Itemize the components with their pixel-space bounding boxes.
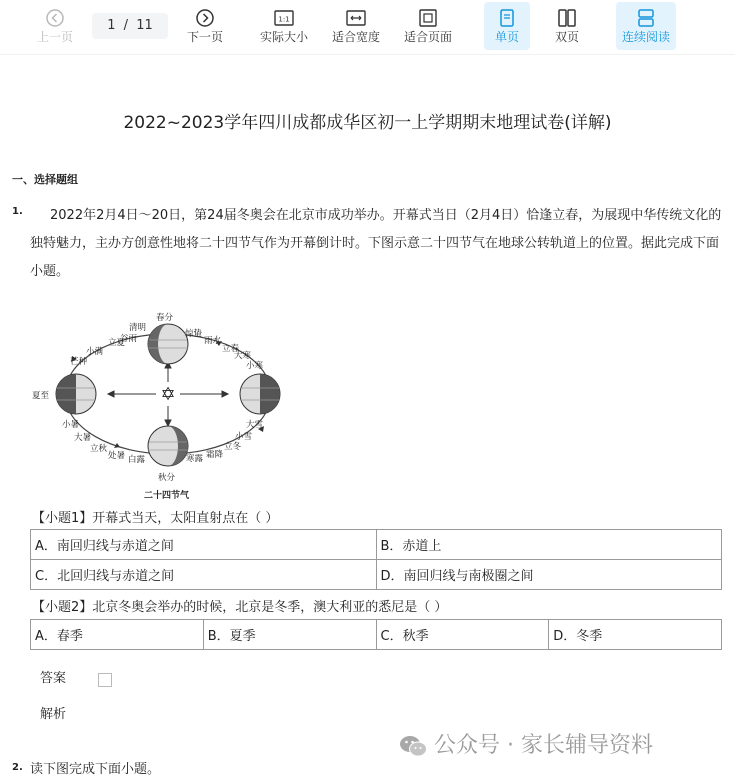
- single-page-label: 单页: [494, 30, 519, 44]
- option-b[interactable]: B．夏季: [203, 620, 376, 650]
- svg-text:谷雨: 谷雨: [120, 334, 138, 344]
- analysis-label: 解析: [40, 707, 67, 722]
- solar-terms-figure: [28, 310, 290, 504]
- actual-size-icon: [273, 8, 295, 28]
- continuous-reading-button[interactable]: [616, 2, 676, 50]
- prev-page-label: 上一页: [36, 30, 73, 44]
- svg-text:春分: 春分: [156, 313, 174, 323]
- single-page-icon: [497, 8, 517, 28]
- chevron-right-circle-icon: [195, 8, 215, 28]
- actual-size-label: 实际大小: [259, 30, 308, 44]
- double-page-label: 双页: [554, 30, 579, 44]
- continuous-reading-icon: [636, 8, 656, 28]
- continuous-reading-label: 连续阅读: [621, 30, 670, 44]
- option-a[interactable]: A．春季: [31, 620, 204, 650]
- svg-text:雨水: 雨水: [204, 336, 222, 346]
- option-a[interactable]: A．南回归线与赤道之间: [31, 530, 377, 560]
- svg-text:1:1: 1:1: [278, 15, 290, 24]
- svg-text:小寒: 小寒: [246, 361, 264, 371]
- svg-text:白露: 白露: [128, 455, 146, 465]
- svg-text:立夏: 立夏: [108, 338, 126, 348]
- next-page-button[interactable]: [182, 2, 228, 50]
- svg-text:小雪: 小雪: [235, 432, 253, 442]
- earth-summer-solstice: [56, 374, 96, 414]
- svg-text:大雪: 大雪: [246, 420, 264, 430]
- option-d[interactable]: D．南回归线与南极圈之间: [376, 560, 722, 590]
- prev-page-button[interactable]: [32, 2, 78, 50]
- svg-text:立秋: 立秋: [90, 444, 108, 454]
- fit-width-button[interactable]: [328, 2, 384, 50]
- option-d[interactable]: D．冬季: [549, 620, 722, 650]
- fit-width-label: 适合宽度: [331, 30, 380, 44]
- watermark-text: 公众号 · 家长辅导资料: [434, 733, 653, 758]
- option-c[interactable]: C．秋季: [376, 620, 549, 650]
- svg-text:清明: 清明: [129, 323, 147, 333]
- sub-question-1-stem: 【小题1】开幕式当天，太阳直射点在（ ）: [32, 511, 279, 526]
- earth-autumn-equinox: [148, 426, 188, 466]
- question-2-text: 读下图完成下面小题。: [30, 762, 161, 777]
- svg-text:秋分: 秋分: [158, 473, 176, 483]
- answer-label: 答案: [40, 671, 67, 686]
- section-heading: 一、选择题组: [12, 173, 78, 186]
- svg-text:小满: 小满: [86, 347, 104, 357]
- svg-text:霜降: 霜降: [206, 450, 224, 460]
- sub-question-1-options: [30, 529, 722, 590]
- sub-question-2-options: [30, 619, 722, 650]
- viewer-toolbar: [0, 0, 735, 55]
- svg-text:立冬: 立冬: [224, 442, 242, 452]
- sun-icon: ✡: [160, 384, 176, 405]
- actual-size-button[interactable]: [256, 2, 312, 50]
- option-b[interactable]: B．赤道上: [376, 530, 722, 560]
- figure-caption: 二十四节气: [144, 491, 190, 501]
- earth-spring-equinox: [148, 324, 188, 364]
- fit-page-button[interactable]: [400, 2, 456, 50]
- fit-page-icon: [417, 8, 439, 28]
- chevron-left-circle-icon: [45, 8, 65, 28]
- next-page-label: 下一页: [186, 30, 223, 44]
- svg-text:芒种: 芒种: [70, 357, 88, 367]
- svg-text:惊蛰: 惊蛰: [185, 329, 203, 339]
- double-page-button[interactable]: [544, 2, 590, 50]
- svg-text:大寒: 大寒: [234, 351, 252, 361]
- answer-image-placeholder: [98, 673, 112, 687]
- page-indicator[interactable]: [92, 13, 168, 39]
- single-page-button[interactable]: [484, 2, 530, 50]
- sub-question-2-stem: 【小题2】北京冬奥会举办的时候，北京是冬季，澳大利亚的悉尼是（ ）: [32, 600, 448, 615]
- svg-text:立春: 立春: [222, 344, 240, 354]
- wechat-icon: [398, 734, 428, 758]
- watermark: [398, 728, 653, 759]
- double-page-icon: [557, 8, 577, 28]
- question-1-number: 1.: [12, 206, 23, 217]
- total-pages: 11: [136, 18, 153, 33]
- svg-text:寒露: 寒露: [186, 454, 204, 464]
- document-title: 2022~2023学年四川成都成华区初一上学期期末地理试卷(详解): [123, 113, 612, 133]
- svg-text:大暑: 大暑: [74, 433, 92, 443]
- option-c[interactable]: C．北回归线与赤道之间: [31, 560, 377, 590]
- fit-width-icon: [345, 8, 367, 28]
- question-2-number: 2.: [12, 762, 23, 773]
- svg-text:处暑: 处暑: [108, 451, 126, 461]
- page-separator: /: [123, 18, 129, 33]
- earth-winter-solstice: [240, 374, 280, 414]
- current-page[interactable]: 1: [107, 18, 116, 33]
- question-1-text: [30, 202, 724, 286]
- question-1-body: 2022年2月4日～20日，第24届冬奥会在北京市成功举办。开幕式当日（2月4日）恰逢立春，为展现中华传统文化的独特魅力，主办方创意性地将二十四节气作为开幕倒计时。下图示意二十四节气在地球公转轨道上的位置。据此完成下面小题。: [30, 208, 722, 279]
- svg-text:夏至: 夏至: [32, 391, 50, 401]
- fit-page-label: 适合页面: [403, 30, 452, 44]
- svg-text:小暑: 小暑: [62, 420, 80, 430]
